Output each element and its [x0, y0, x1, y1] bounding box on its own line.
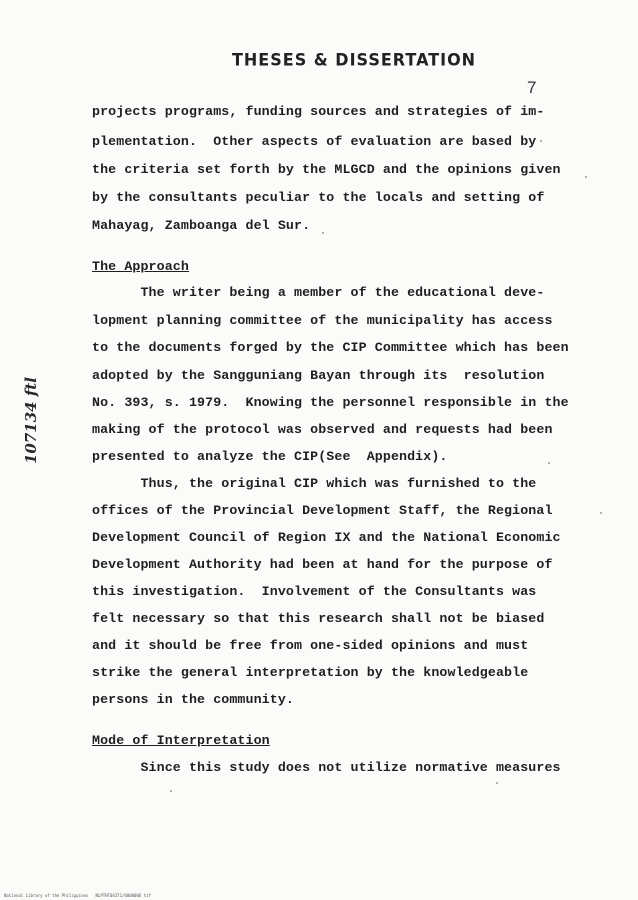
scan-speck	[170, 790, 172, 792]
scan-speck	[540, 140, 542, 142]
body-line: to the documents forged by the CIP Committee which has been	[92, 340, 569, 355]
body-line: strike the general interpretation by the knowledgeable	[92, 665, 529, 680]
section-heading-mode-of-interpretation: Mode of Interpretation	[92, 733, 270, 748]
body-line: presented to analyze the CIP(See Appendix).	[92, 449, 448, 464]
body-line: No. 393, s. 1979. Knowing the personnel responsible in the	[92, 395, 569, 410]
scan-speck	[548, 462, 550, 464]
library-footer: National Library of the Philippines NLPTHT04371/0000006 tif	[4, 893, 151, 898]
section-heading-approach: The Approach	[92, 259, 189, 274]
body-line: Mahayag, Zamboanga del Sur.	[92, 218, 311, 233]
body-line: making of the protocol was observed and requests had been	[92, 422, 553, 437]
body-line: plementation. Other aspects of evaluation are based by	[92, 134, 537, 149]
handwritten-accession-note: 107134 ftl	[22, 377, 40, 464]
theses-dissertation-stamp: THESES & DISSERTATION	[232, 49, 477, 70]
body-line: offices of the Provincial Development Staff, the Regional	[92, 503, 553, 518]
body-line: Development Council of Region IX and the National Economic	[92, 530, 561, 545]
body-line: felt necessary so that this research shall not be biased	[92, 611, 545, 626]
body-line: Since this study does not utilize normative measures	[92, 760, 561, 775]
body-line: adopted by the Sangguniang Bayan through its resolution	[92, 368, 545, 383]
scan-speck	[322, 232, 324, 234]
body-line: this investigation. Involvement of the Consultants was	[92, 584, 537, 599]
scan-speck	[600, 512, 602, 514]
body-line: projects programs, funding sources and strategies of im-	[92, 104, 545, 119]
body-line: Development Authority had been at hand for the purpose of	[92, 557, 553, 572]
scan-speck	[585, 176, 587, 178]
body-line: The writer being a member of the educational deve-	[92, 285, 545, 300]
body-line: lopment planning committee of the municipality has access	[92, 313, 553, 328]
body-line: by the consultants peculiar to the locals and setting of	[92, 190, 545, 205]
page-number: 7	[527, 78, 537, 97]
body-line: Thus, the original CIP which was furnished to the	[92, 476, 537, 491]
scan-speck	[496, 782, 498, 784]
body-line: persons in the community.	[92, 692, 294, 707]
body-line: and it should be free from one-sided opinions and must	[92, 638, 529, 653]
body-line: the criteria set forth by the MLGCD and the opinions given	[92, 162, 561, 177]
